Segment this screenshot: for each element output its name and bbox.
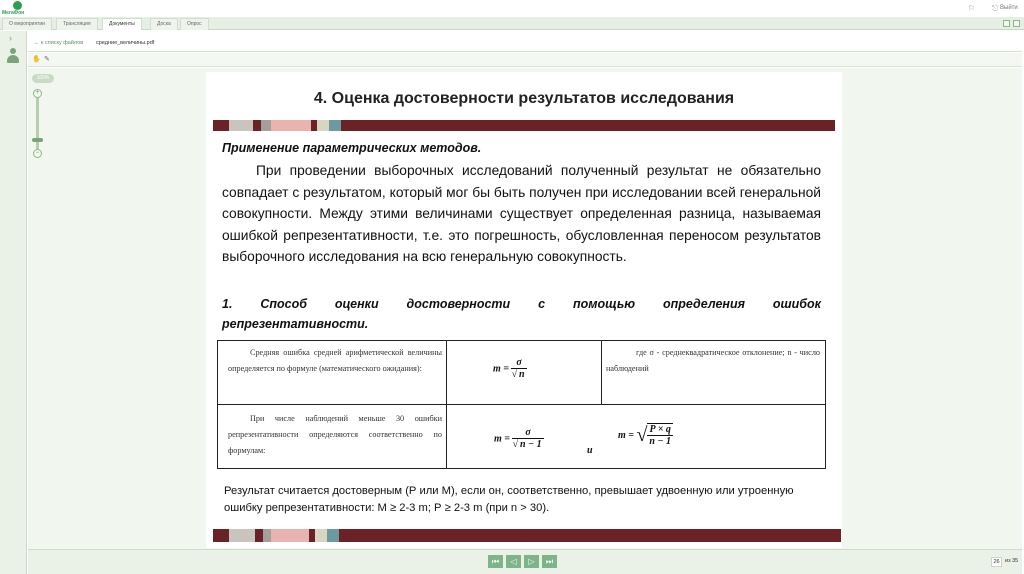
zoom-level: 100%: [32, 74, 54, 83]
participants-icon[interactable]: [6, 48, 20, 64]
stripe-segment: [229, 529, 255, 542]
pointer-tool-icon[interactable]: ✋: [32, 56, 41, 63]
slide-conclusion: Результат считается достоверным (Р или М), если он, соответственно, превышает удвоенную или утроенную ошибку репрезентативности: М ≥ 2-3 m; Р ≥ 2-3 m (при n > 30).: [224, 485, 794, 514]
slide-subheading: [222, 294, 821, 334]
zoom-slider[interactable]: [36, 92, 39, 156]
table-row2-text: При числе наблюдений меньше 30 ошибки репрезентативности определяются соответственно по формулам:: [228, 414, 442, 455]
page-total: из 35: [1005, 558, 1019, 564]
tab-poll[interactable]: Опрос: [180, 18, 209, 30]
stripe-segment: [341, 120, 835, 131]
logo-icon: [13, 1, 22, 10]
chevron-right-icon[interactable]: ›: [9, 33, 12, 43]
stripe-segment: [339, 529, 841, 542]
slide-paragraph: При проведении выборочных исследований полученный результат не обязательно совпадает с результатом, который мог бы быть получен при исследовании всей генеральной совокупности. Между этими величинами существует определенная разница, называемая ошибкой репрезентативности, т.е. это погрешность, обусловленная переносом результатов выборочного исследования на всю генеральную совокупность.: [222, 163, 821, 264]
file-name: средние_величины.pdf: [96, 40, 155, 46]
maximize-button[interactable]: [1013, 20, 1020, 27]
formula-small-sample-proportion: m = √ $\frac{P \times q}{n - 1}$: [618, 424, 671, 447]
tab-documents[interactable]: Документы: [102, 18, 142, 30]
user-icon[interactable]: ⚐: [968, 4, 976, 13]
minimize-button[interactable]: [1003, 20, 1010, 27]
zoom-slider-thumb[interactable]: [32, 138, 43, 142]
back-to-files-link[interactable]: ← к списку файлов: [34, 40, 84, 46]
subheading-line-1: 1. Способ оценки достоверности с помощью определения ошибок: [222, 297, 821, 311]
breadcrumb: [28, 37, 1022, 52]
pagination-bar: [28, 549, 1022, 574]
formula-table: [217, 340, 826, 469]
tabs-bar: [0, 17, 1024, 30]
logo-text: МегаФон: [2, 10, 25, 16]
megafon-logo: [2, 1, 32, 17]
page-number-input[interactable]: 26: [991, 557, 1002, 567]
top-bar: [0, 0, 1024, 17]
formula-small-sample-mean: m = $\frac{\sigma}{√ n - 1}$: [494, 427, 542, 450]
stripe-segment: [213, 529, 229, 542]
table-row1-note: где σ - среднеквадратическое отклонение; n - число наблюдений: [606, 348, 820, 373]
tab-broadcast[interactable]: Трансляция: [56, 18, 98, 30]
logout-link[interactable]: Выйти: [1000, 5, 1018, 11]
next-page-button[interactable]: ▷: [524, 555, 539, 568]
stripe-segment: [317, 120, 329, 131]
formula-mean-error: m = $\frac{\sigma}{√ n}$: [493, 357, 525, 380]
subheading-line-2: репрезентативности.: [222, 317, 369, 331]
stripe-segment: [327, 529, 339, 542]
and-word: и: [587, 445, 593, 456]
stripe-segment: [261, 120, 271, 131]
pen-tool-icon[interactable]: ✎: [44, 56, 50, 63]
stripe-segment: [255, 529, 263, 542]
logout-icon[interactable]: ⎋: [992, 4, 999, 13]
left-rail: [0, 31, 27, 574]
stripe-segment: [329, 120, 341, 131]
last-page-button[interactable]: ⏭: [542, 555, 557, 568]
stripe-segment: [315, 529, 327, 542]
prev-page-button[interactable]: ◁: [506, 555, 521, 568]
first-page-button[interactable]: ⏮: [488, 555, 503, 568]
zoom-in-button[interactable]: +: [33, 89, 42, 98]
tab-about[interactable]: О мероприятии: [2, 18, 52, 30]
stripe-segment: [263, 529, 271, 542]
table-row1-text: Средняя ошибка средней арифметической величины определяется по формуле (математического ожидания):: [228, 348, 442, 373]
viewer-toolbar: [28, 53, 1022, 67]
stripe-segment: [271, 529, 309, 542]
slide-page: [206, 72, 842, 548]
zoom-out-button[interactable]: −: [33, 149, 42, 158]
slide-heading: Применение параметрических методов.: [222, 141, 482, 155]
stripe-segment: [253, 120, 261, 131]
stripe-segment: [213, 120, 229, 131]
stripe-segment: [271, 120, 311, 131]
tab-board[interactable]: Доска: [150, 18, 178, 30]
stripe-segment: [229, 120, 253, 131]
slide-title: 4. Оценка достоверности результатов исследования: [313, 90, 735, 107]
decorative-stripe-bottom: [213, 529, 841, 542]
decorative-stripe-top: [213, 120, 835, 131]
